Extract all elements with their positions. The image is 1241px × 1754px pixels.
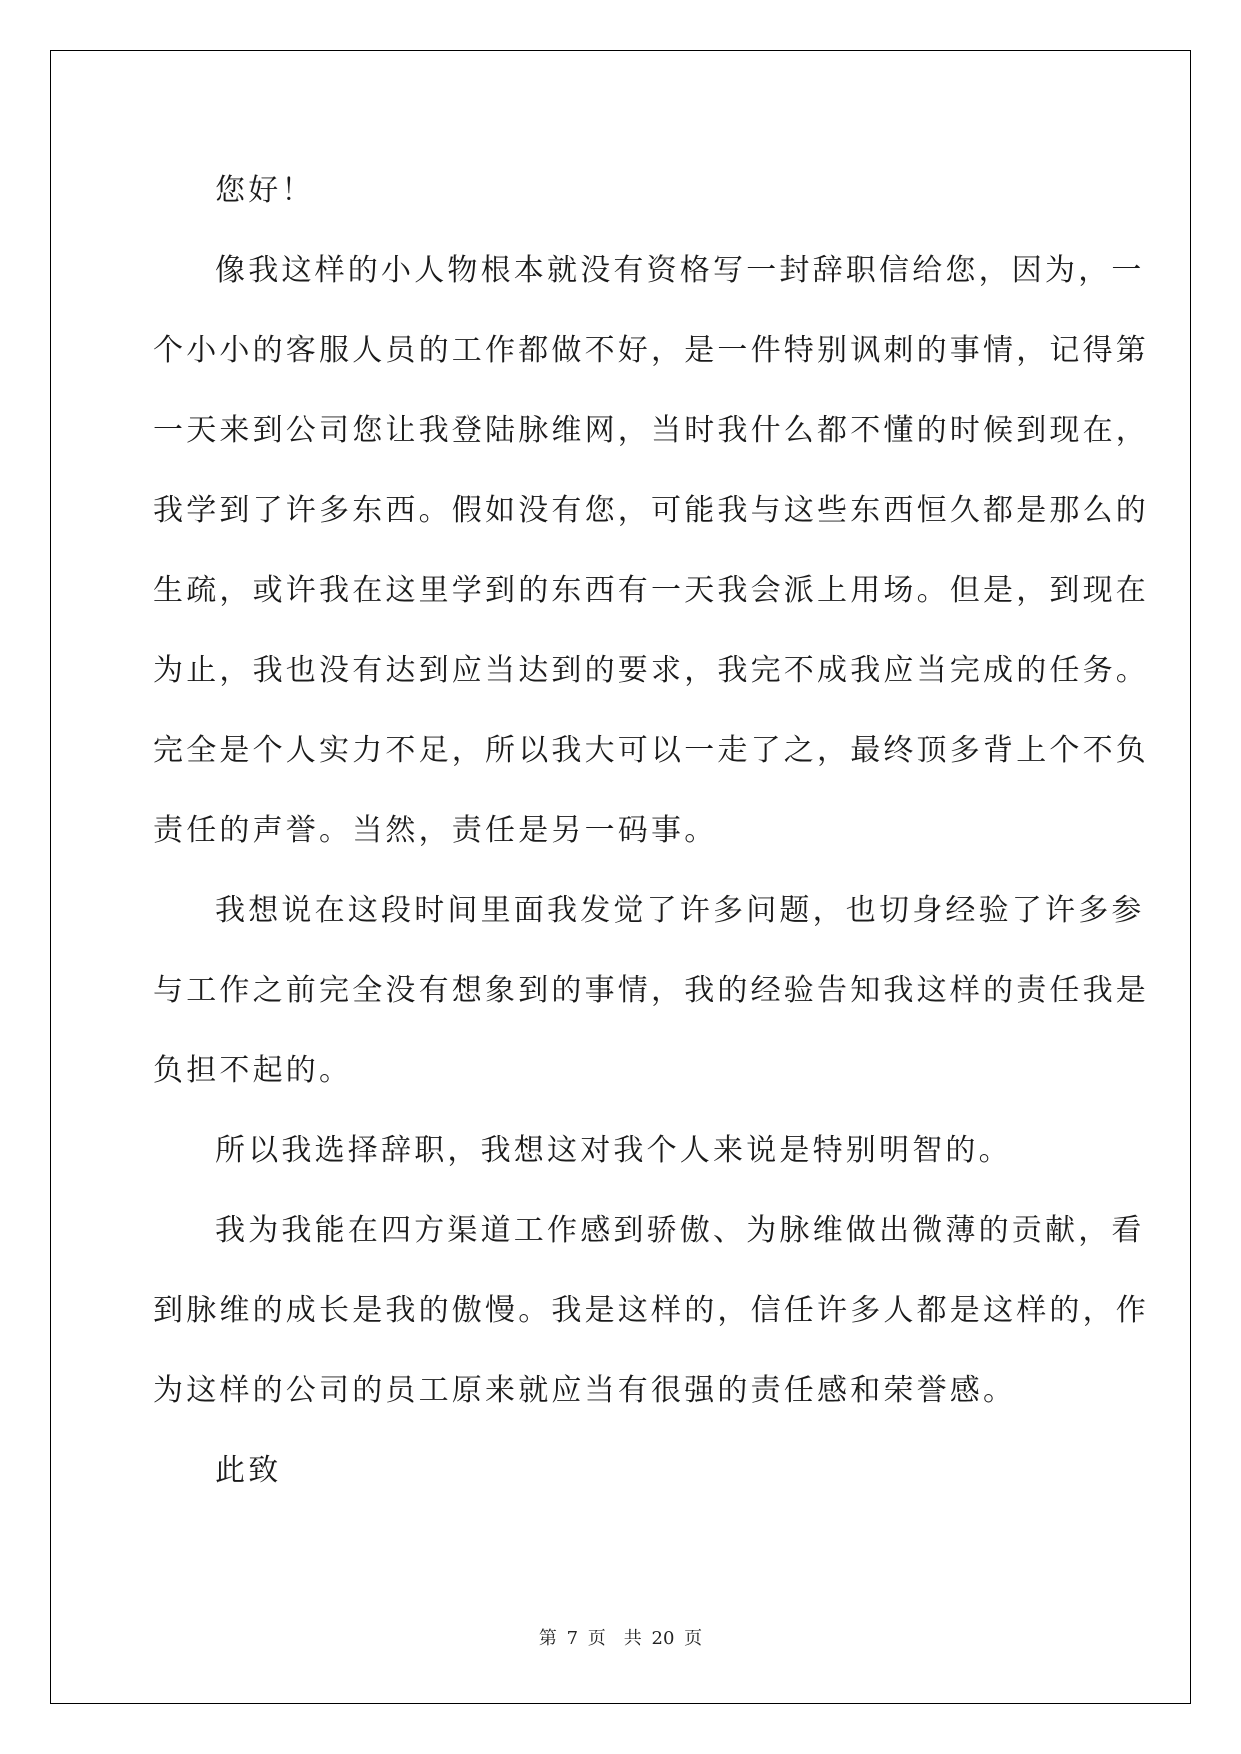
paragraph-line: 负担不起的。 — [153, 1053, 353, 1088]
paragraph-line: 为止，我也没有达到应当达到的要求，我完不成我应当完成的任务。 — [153, 653, 1149, 688]
paragraph-line: 所以我选择辞职，我想这对我个人来说是特别明智的。 — [215, 1133, 1012, 1168]
letter-body — [153, 160, 1149, 1520]
paragraph-line: 我学到了许多东西。假如没有您，可能我与这些东西恒久都是那么的 — [153, 493, 1149, 528]
paragraph-line: 我想说在这段时间里面我发觉了许多问题，也切身经验了许多参 — [215, 893, 1145, 928]
paragraph-line: 为这样的公司的员工原来就应当有很强的责任感和荣誉感。 — [153, 1373, 1017, 1408]
paragraph-line: 像我这样的小人物根本就没有资格写一封辞职信给您，因为，一 — [215, 253, 1145, 288]
greeting-line: 您好！ — [215, 173, 315, 208]
paragraph-line: 完全是个人实力不足，所以我大可以一走了之，最终顶多背上个不负 — [153, 733, 1149, 768]
closing-line: 此致 — [215, 1453, 282, 1488]
paragraph-line: 责任的声誉。当然，责任是另一码事。 — [153, 813, 718, 848]
paragraph-line: 生疏，或许我在这里学到的东西有一天我会派上用场。但是，到现在 — [153, 573, 1149, 608]
paragraph-line: 我为我能在四方渠道工作感到骄傲、为脉维做出微薄的贡献，看 — [215, 1213, 1145, 1248]
paragraph-line: 一天来到公司您让我登陆脉维网，当时我什么都不懂的时候到现在， — [153, 413, 1149, 448]
paragraph-line: 与工作之前完全没有想象到的事情，我的经验告知我这样的责任我是 — [153, 973, 1149, 1008]
page-number-footer: 第 7 页 共 20 页 — [538, 1628, 703, 1649]
paragraph-line: 到脉维的成长是我的傲慢。我是这样的，信任许多人都是这样的，作 — [153, 1293, 1149, 1328]
paragraph-line: 个小小的客服人员的工作都做不好，是一件特别讽刺的事情，记得第 — [153, 333, 1149, 368]
